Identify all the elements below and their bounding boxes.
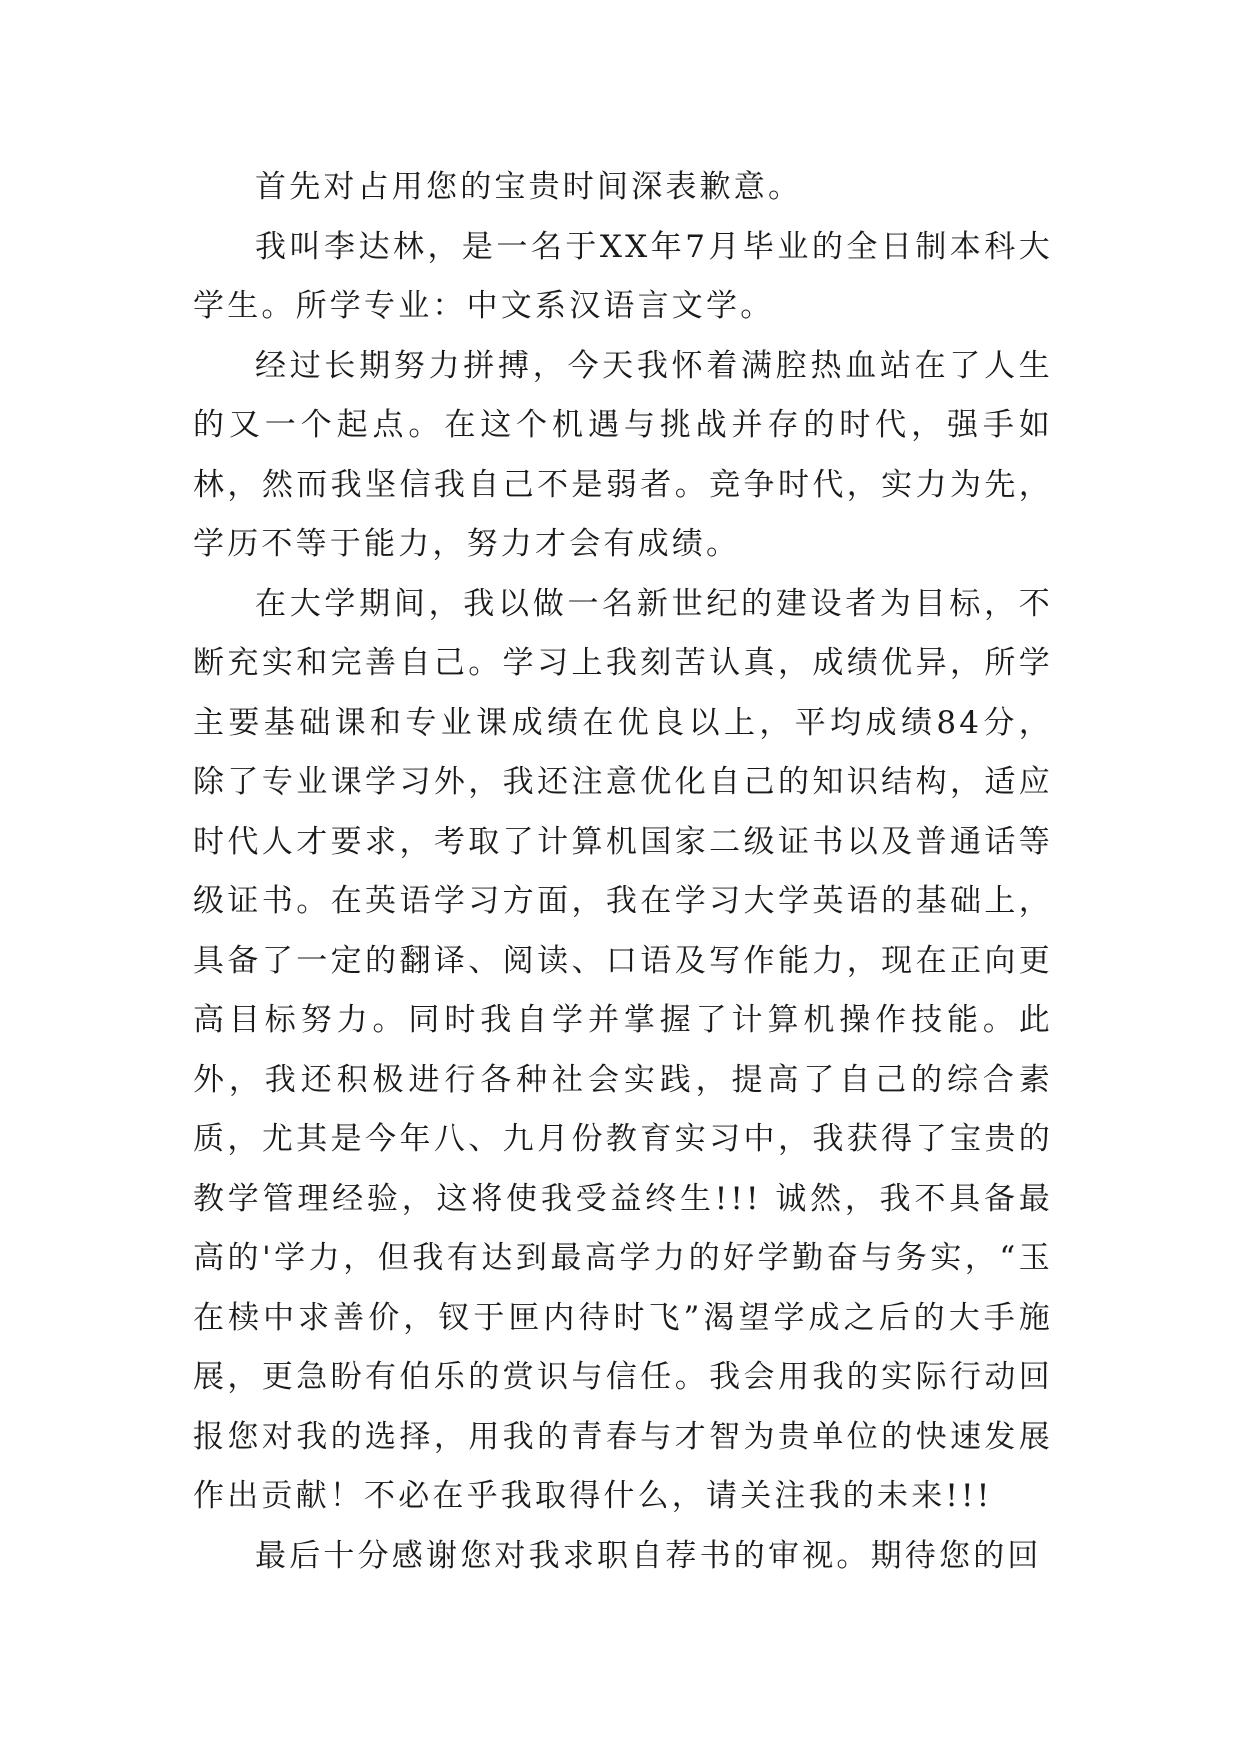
document-body xyxy=(193,158,1053,1586)
paragraph-motivation: 经过长期努力拼搏，今天我怀着满腔热血站在了人生的又一个起点。在这个机遇与挑战并存的时代，强手如林，然而我坚信我自己不是弱者。竞争时代，实力为先，学历不等于能力，努力才会有成绩。 xyxy=(193,347,1053,562)
paragraph-university-experience: 在大学期间，我以做一名新世纪的建设者为目标，不断充实和完善自己。学习上我刻苦认真，成绩优异，所学主要基础课和专业课成绩在优良以上，平均成绩84分，除了专业课学习外，我还注意优化自己的知识结构，适应时代人才要求，考取了计算机国家二级证书以及普通话等级证书。在英语学习方面，我在学习大学英语的基础上，具备了一定的翻译、阅读、口语及写作能力，现在正向更高目标努力。同时我自学并掌握了计算机操作技能。此外，我还积极进行各种社会实践，提高了自己的综合素质，尤其是今年八、九月份教育实习中，我获得了宝贵的教学管理经验，这将使我受益终生!!! 诚然，我不具备最高的'学力，但我有达到最高学力的好学勤奋与务实，“玉在椟中求善价，钗于匣内待时飞”渴望学成之后的大手施展，更急盼有伯乐的赏识与信任。我会用我的实际行动回报您对我的选择，用我的青春与才智为贵单位的快速发展作出贡献！不必在乎我取得什么，请关注我的未来!!! xyxy=(193,585,1053,1514)
paragraph-introduction: 我叫李达林，是一名于XX年7月毕业的全日制本科大学生。所学专业：中文系汉语言文学。 xyxy=(193,228,1053,324)
paragraph-closing: 最后十分感谢您对我求职自荐书的审视。期待您的回 xyxy=(255,1537,1042,1574)
paragraph-apology: 首先对占用您的宝贵时间深表歉意。 xyxy=(255,169,803,205)
